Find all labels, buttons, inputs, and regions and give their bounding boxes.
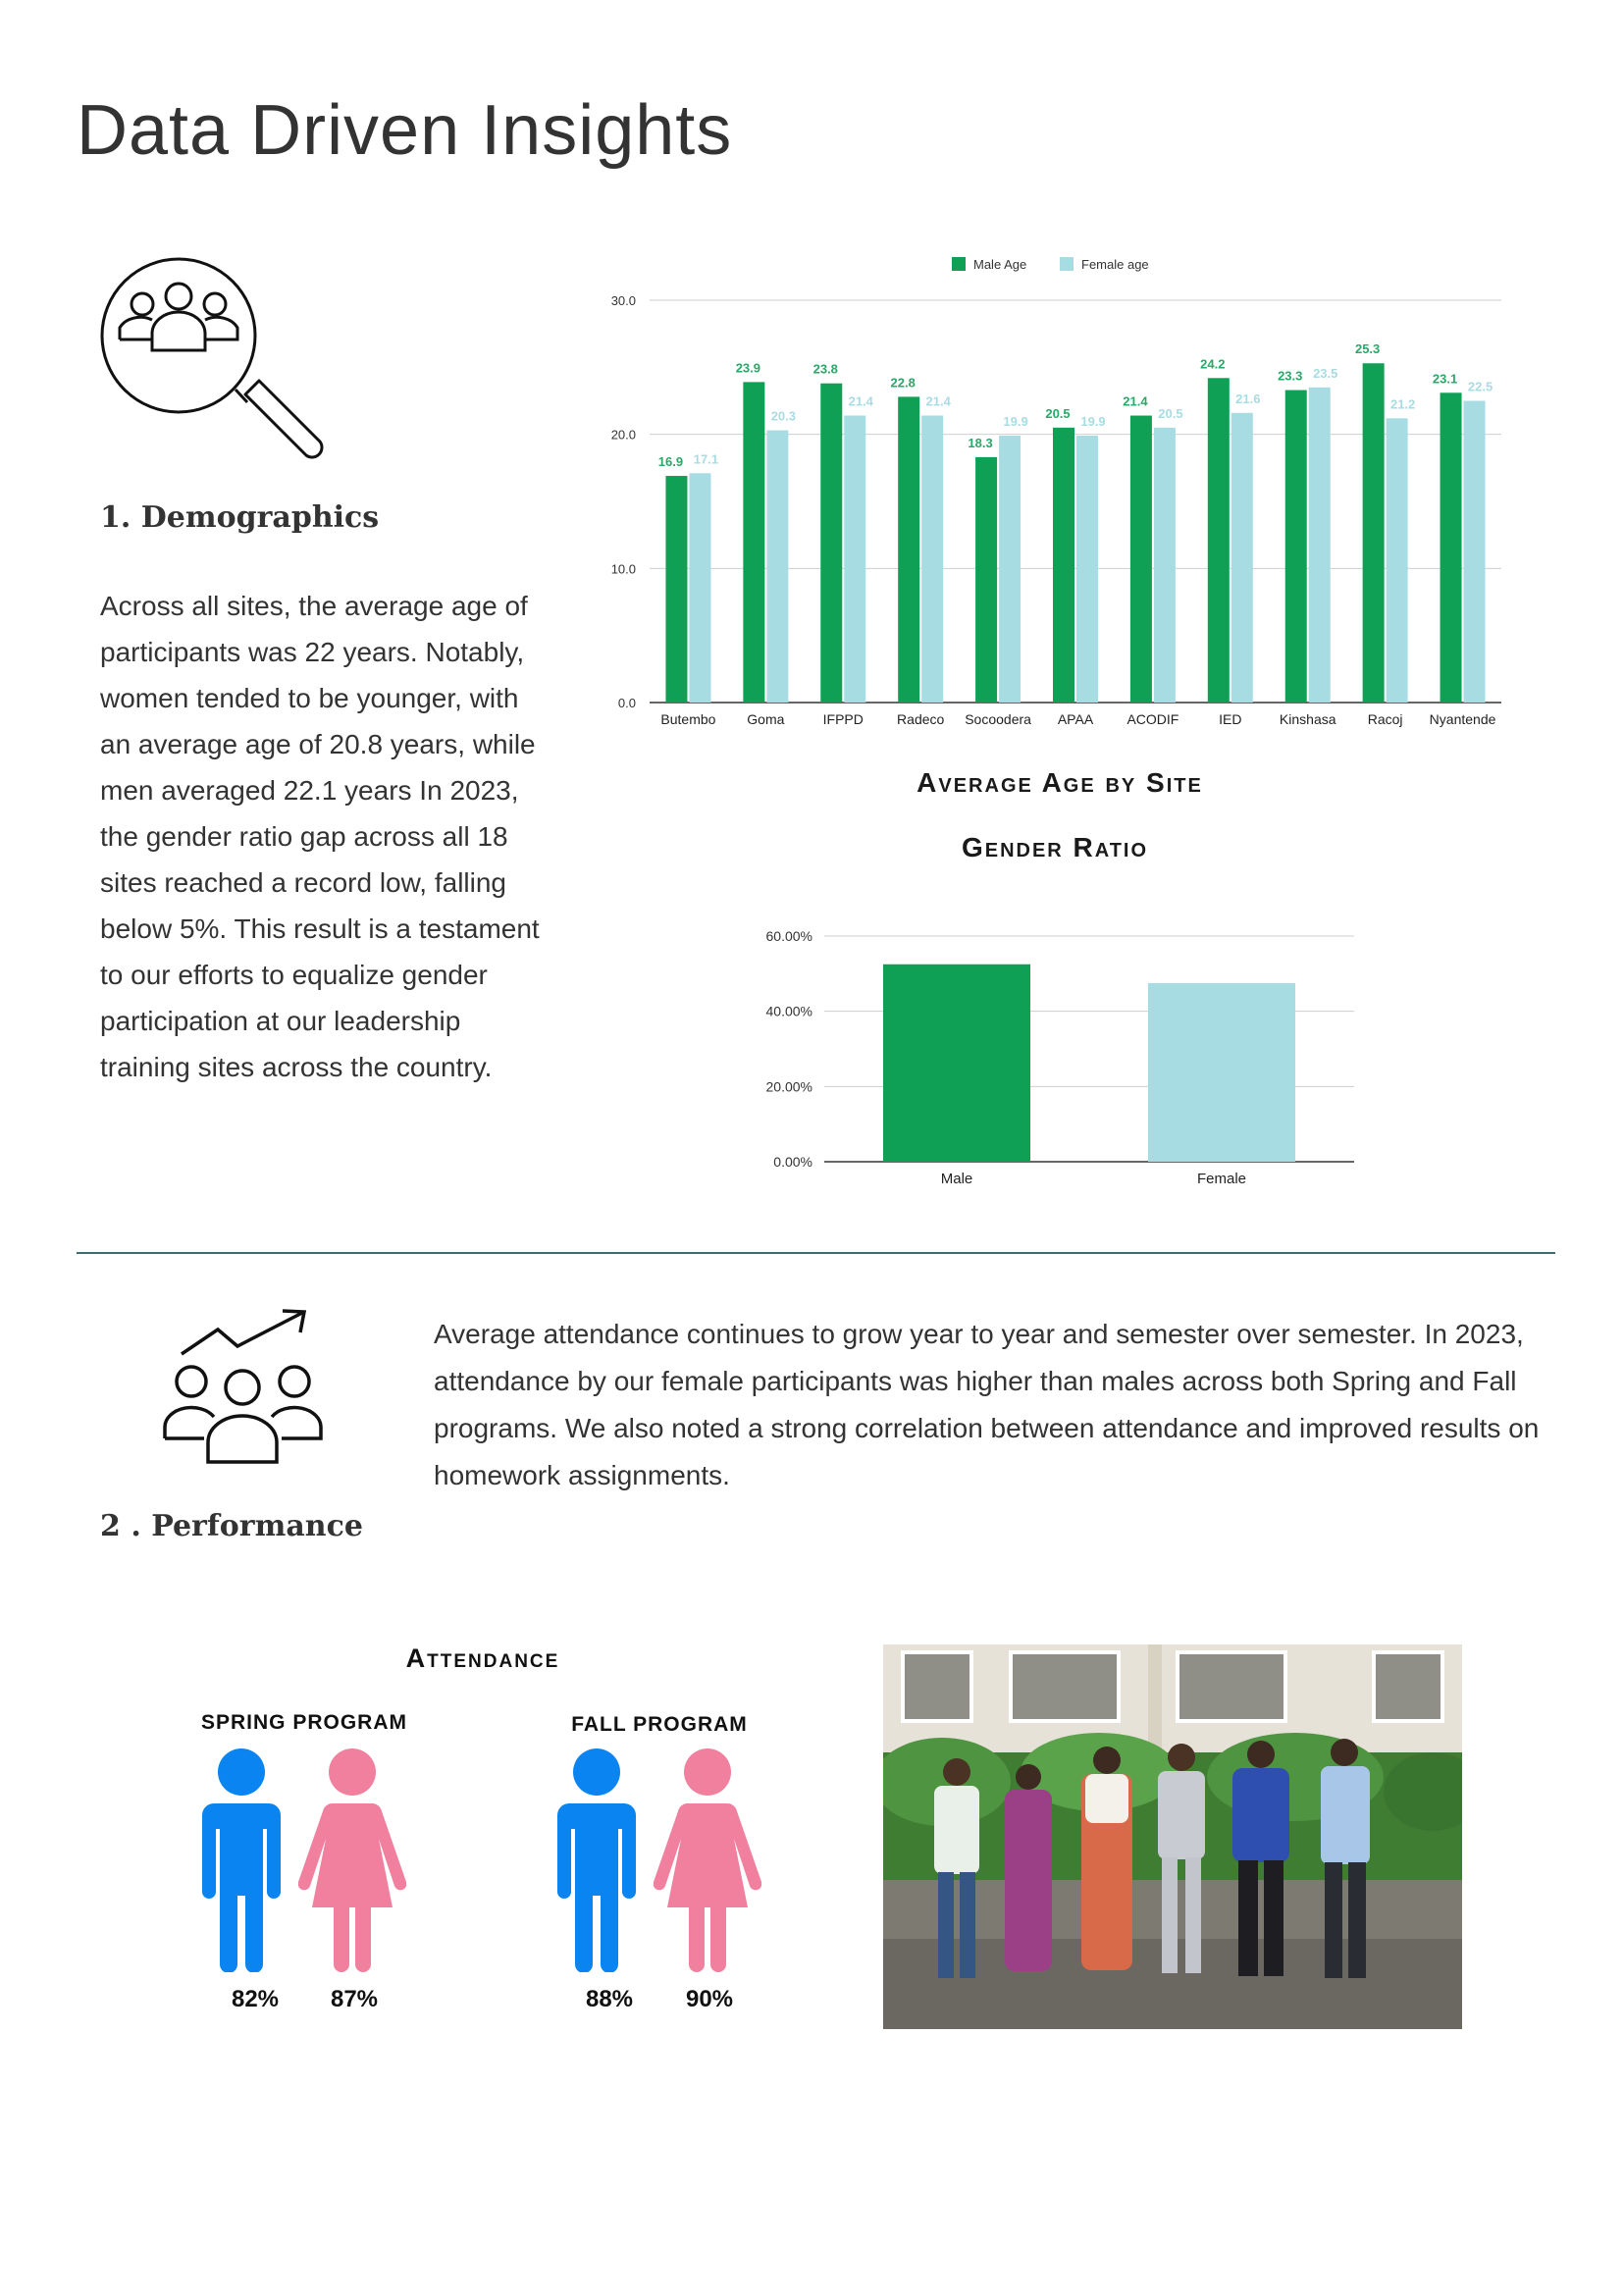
data-label: 21.6 [1235, 391, 1261, 406]
data-label: 22.5 [1467, 379, 1493, 394]
y-tick-label: 20.0 [610, 427, 636, 443]
legend-label-0: Male Age [973, 257, 1027, 272]
data-label: 21.4 [848, 393, 873, 409]
x-tick-label: Racoj [1367, 711, 1403, 727]
data-label: 23.5 [1313, 365, 1338, 381]
male-age-bar [743, 382, 764, 703]
spring-male-percent: 82% [231, 1986, 280, 2012]
performance-heading: 2 . Performance [100, 1509, 363, 1543]
data-label: 25.3 [1354, 341, 1381, 357]
y-tick-label: 20.00% [765, 1078, 812, 1095]
spring-male-figure-icon [202, 1748, 281, 1977]
x-tick-label: IFPPD [822, 711, 864, 727]
legend-swatch-1 [1060, 257, 1074, 271]
male-age-bar [1208, 378, 1230, 703]
fall-male-figure-icon [557, 1748, 636, 1977]
female-age-bar [1387, 418, 1408, 703]
y-tick-label: 40.00% [765, 1003, 812, 1019]
demographics-heading: 1. Demographics [100, 500, 380, 535]
section-divider [77, 1252, 1555, 1254]
female-age-bar [1076, 436, 1098, 703]
male-age-bar [898, 396, 919, 703]
male-age-bar [1441, 392, 1462, 703]
female-ratio-bar [1148, 983, 1295, 1162]
x-tick-label: Radeco [897, 711, 945, 727]
male-age-bar [1053, 428, 1074, 703]
male-age-bar [1130, 416, 1152, 703]
female-age-bar [921, 416, 943, 703]
age-by-site-chart [599, 245, 1511, 746]
data-label: 22.8 [890, 375, 916, 391]
data-label: 23.3 [1278, 368, 1303, 384]
growth-people-icon [157, 1305, 329, 1467]
x-tick-label: Male [940, 1171, 973, 1187]
fall-female-figure-icon [654, 1748, 761, 1977]
gender-ratio-chart [746, 913, 1374, 1197]
female-age-bar [1309, 388, 1331, 703]
search-people-icon [98, 257, 324, 463]
performance-paragraph: Average attendance continues to grow year to year and semester over semester. In 2023, attendance by our female participants was higher than males across both Spring and Fall programs. We also noted a strong correlation between attendance and improved results on homework assignments. [434, 1319, 1540, 1490]
data-label: 19.9 [1080, 414, 1106, 430]
female-age-bar [1464, 401, 1486, 704]
data-label: 20.5 [1045, 405, 1071, 421]
female-age-bar [1154, 428, 1176, 703]
data-label: 17.1 [693, 451, 719, 467]
x-tick-label: Butembo [660, 711, 716, 727]
legend-swatch-0 [952, 257, 966, 271]
data-label: 18.3 [968, 435, 993, 450]
age-chart-caption: Average Age by Site [917, 767, 1203, 798]
female-age-bar [1231, 413, 1253, 703]
group-photo-icon [883, 1644, 1462, 2029]
legend-label-1: Female age [1081, 257, 1149, 272]
gender-chart-caption: Gender Ratio [961, 832, 1149, 862]
male-ratio-bar [883, 965, 1030, 1162]
data-label: 23.8 [812, 361, 838, 377]
page-title: Data Driven Insights [77, 91, 733, 170]
x-tick-label: Goma [747, 711, 785, 727]
x-tick-label: IED [1219, 711, 1242, 727]
data-label: 21.2 [1389, 396, 1416, 412]
x-tick-label: ACODIF [1126, 711, 1179, 727]
data-label: 23.1 [1432, 371, 1458, 387]
x-tick-label: Female [1196, 1171, 1247, 1187]
y-tick-label: 0.00% [773, 1154, 812, 1170]
x-tick-label: APAA [1057, 711, 1094, 727]
data-label: 16.9 [657, 454, 684, 470]
x-tick-label: Kinshasa [1279, 711, 1336, 727]
data-label: 23.9 [735, 360, 761, 376]
y-tick-label: 10.0 [610, 561, 636, 577]
spring-program-label: SPRING PROGRAM [200, 1711, 407, 1734]
data-label: 24.2 [1200, 356, 1226, 372]
x-tick-label: Socoodera [965, 711, 1031, 727]
fall-female-percent: 90% [685, 1986, 734, 2012]
y-tick-label: 60.00% [765, 928, 812, 944]
male-age-bar [1363, 363, 1385, 703]
data-label: 21.4 [925, 393, 951, 409]
y-tick-label: 0.0 [617, 696, 636, 710]
data-label: 21.4 [1123, 393, 1148, 409]
attendance-title: Attendance [405, 1643, 560, 1673]
male-age-bar [665, 476, 687, 703]
male-age-bar [975, 457, 997, 703]
female-age-bar [766, 431, 788, 703]
x-tick-label: Nyantende [1429, 711, 1496, 727]
demographics-paragraph: Across all sites, the average age of participants was 22 years. Notably, women tended to be younger, with an average age of 20.8 years, while men averaged 22.1 years In 2023, the gender ratio gap across all 18 sites reached a record low, falling below 5%. This result is a testament to our efforts to equalize gender participation at our leadership training sites across the country. [100, 591, 540, 1082]
female-age-bar [999, 436, 1021, 703]
female-age-bar [689, 473, 710, 703]
spring-female-figure-icon [298, 1748, 406, 1977]
male-age-bar [1285, 391, 1307, 703]
spring-female-percent: 87% [330, 1986, 379, 2012]
data-label: 20.3 [770, 408, 797, 424]
data-label: 20.5 [1158, 405, 1183, 421]
data-label: 19.9 [1003, 414, 1028, 430]
female-age-bar [844, 416, 865, 703]
y-tick-label: 30.0 [610, 293, 636, 308]
male-age-bar [820, 384, 842, 703]
fall-male-percent: 88% [585, 1986, 634, 2012]
fall-program-label: FALL PROGRAM [571, 1713, 748, 1736]
